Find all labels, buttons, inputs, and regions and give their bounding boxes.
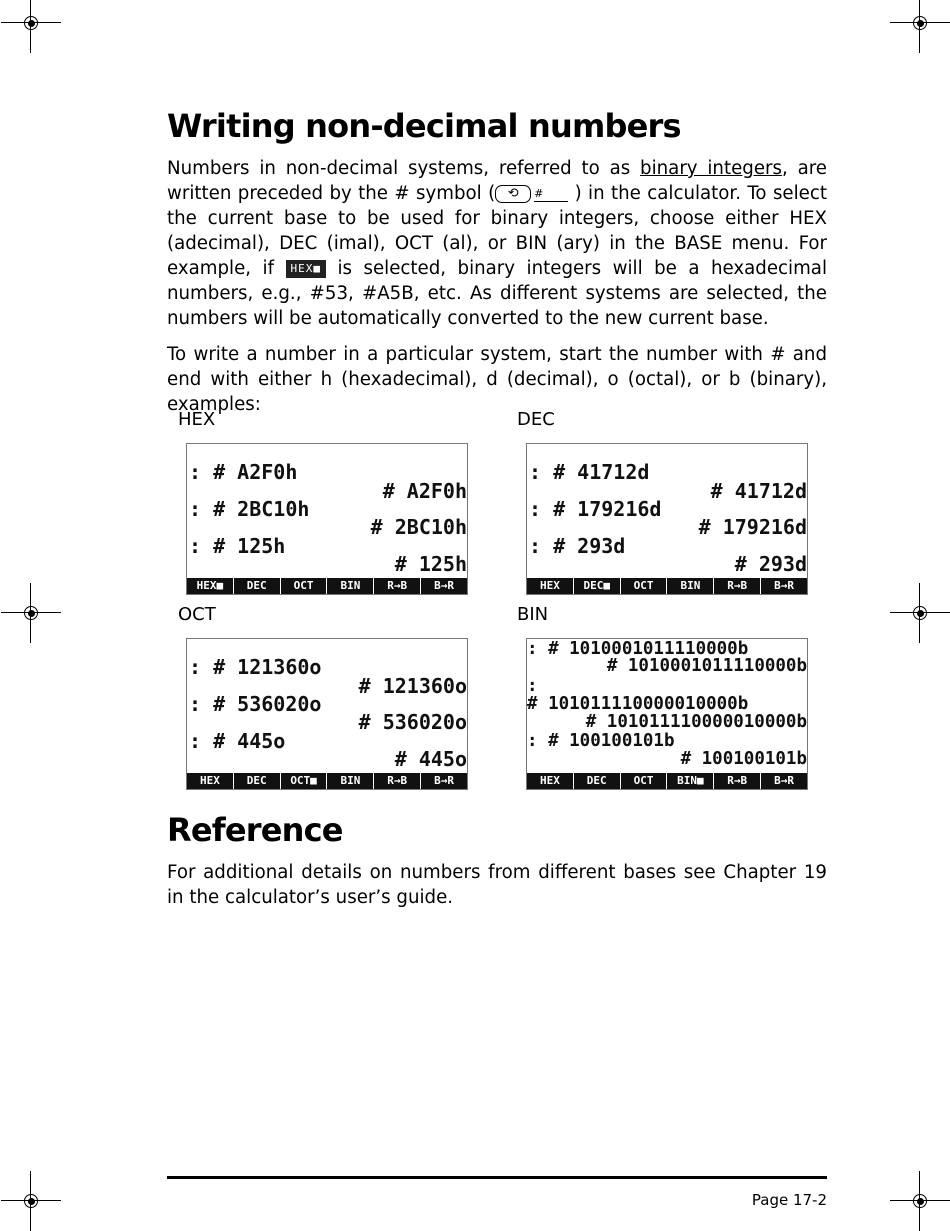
menu-key-r-to-b: R→B <box>373 773 420 789</box>
menu-key-hex: HEX <box>199 774 220 787</box>
menu-key-dec: DEC <box>233 578 280 594</box>
stack-result: # 536020o <box>358 710 467 734</box>
oct-label: OCT <box>178 604 216 625</box>
menu-key-hex: HEX <box>539 579 560 592</box>
stack-result: # 2BC10h <box>370 515 467 539</box>
menu-key-b-to-r: B→R <box>420 773 467 789</box>
hex-calculator-screen <box>186 443 468 595</box>
oct-menu-bar <box>187 773 467 789</box>
menu-key-bin: BIN <box>326 578 373 594</box>
stack-result: # 41712d <box>710 479 807 503</box>
dec-calculator-screen <box>526 443 808 595</box>
registration-mark-bottom-left <box>1 1171 61 1231</box>
registration-mark-mid-left <box>1 583 61 643</box>
menu-key-dec: DEC■ <box>573 578 620 594</box>
bin-label: BIN <box>517 604 549 625</box>
intro-text-2: , are written preceded by the # symbol ( <box>167 158 828 204</box>
dec-menu-bar <box>527 578 807 594</box>
stack-result: # 1010001011110000b <box>606 656 807 676</box>
stack-entry: : # 121360o <box>189 655 322 679</box>
menu-key-r-to-b: R→B <box>373 578 420 594</box>
dec-label: DEC <box>517 409 555 430</box>
menu-key-bin: BIN■ <box>666 773 713 789</box>
stack-entry: : # 41712d <box>529 460 650 484</box>
menu-key-b-to-r: B→R <box>760 773 807 789</box>
stack-result: # A2F0h <box>382 479 467 503</box>
stack-entry: : # 2BC10h <box>189 497 310 521</box>
registration-mark-mid-right <box>890 583 950 643</box>
intro-text-3: ) in the calculator. To select the current base to be used for binary integers, choose either HEX (adecimal), DEC (imal), OCT (al), or BIN (ary) in the BASE menu. For example, if <box>167 183 827 279</box>
stack-result: # 121360o <box>358 674 467 698</box>
stack-result: # 293d <box>734 552 807 576</box>
bin-calculator-screen <box>526 638 808 790</box>
menu-key-oct: OCT <box>620 773 667 789</box>
menu-key-bin: BIN <box>666 578 713 594</box>
intro-text-1: Numbers in non-decimal systems, referred to as <box>167 158 641 179</box>
stack-result: # 100100101b <box>680 749 807 769</box>
menu-key-b-to-r: B→R <box>420 578 467 594</box>
menu-key-hex: HEX <box>539 774 560 787</box>
stack-entry: : # 125h <box>189 534 286 558</box>
menu-key-dec: DEC <box>573 773 620 789</box>
stack-result: # 125h <box>394 552 467 576</box>
section-heading: Writing non-decimal numbers <box>167 107 681 145</box>
menu-key-bin: BIN <box>326 773 373 789</box>
stack-entry: : # 179216d <box>529 497 662 521</box>
registration-mark-bottom-right <box>890 1171 950 1231</box>
menu-key-hex: HEX■ <box>196 579 224 592</box>
hex-softkey-icon: HEX■ <box>286 260 327 278</box>
hash-key-icon: # <box>534 187 568 202</box>
hex-menu-bar <box>187 578 467 594</box>
registration-mark-top-right <box>890 0 950 53</box>
reference-heading: Reference <box>167 811 343 849</box>
menu-key-oct: OCT <box>620 578 667 594</box>
bin-menu-bar <box>527 773 807 789</box>
page-number: Page 17-2 <box>751 1191 827 1209</box>
menu-key-dec: DEC <box>233 773 280 789</box>
menu-key-oct: OCT■ <box>280 773 327 789</box>
stack-result: # 101011110000010000b <box>585 712 807 732</box>
stack-entry: : # 100100101b <box>527 731 675 751</box>
menu-key-b-to-r: B→R <box>760 578 807 594</box>
binary-integers-term: binary integers <box>640 158 782 179</box>
registration-mark-top-left <box>1 0 61 53</box>
footer-rule <box>167 1176 827 1179</box>
oct-calculator-screen <box>186 638 468 790</box>
stack-entry: : <box>527 676 538 696</box>
left-shift-key-icon: ⟲ <box>495 185 531 203</box>
stack-entry: : # A2F0h <box>189 460 298 484</box>
intro-text-4: is selected, binary integers will be a hexadecimal numbers, e.g., #53, #A5B, etc. As different systems are selected, the numbers will be automatically converted to the new current base. <box>167 258 827 329</box>
stack-entry: : # 1010001011110000b <box>527 639 749 659</box>
reference-paragraph: For additional details on numbers from different bases see Chapter 19 in the calculator’s user’s guide. <box>167 862 827 908</box>
stack-result: # 445o <box>394 747 467 771</box>
hex-label: HEX <box>178 409 216 430</box>
stack-entry: : # 445o <box>189 729 286 753</box>
menu-key-r-to-b: R→B <box>713 578 760 594</box>
menu-key-oct: OCT <box>280 578 327 594</box>
menu-key-r-to-b: R→B <box>713 773 760 789</box>
intro-paragraph <box>167 156 827 331</box>
stack-result: # 179216d <box>698 515 807 539</box>
stack-entry: : # 536020o <box>189 692 322 716</box>
examples-paragraph: To write a number in a particular system, start the number with # and end with either h (hexadecimal), d (decimal), o (octal), or b (binary), examples: <box>167 344 827 415</box>
stack-entry: : # 293d <box>529 534 626 558</box>
stack-entry: # 101011110000010000b <box>527 694 749 714</box>
